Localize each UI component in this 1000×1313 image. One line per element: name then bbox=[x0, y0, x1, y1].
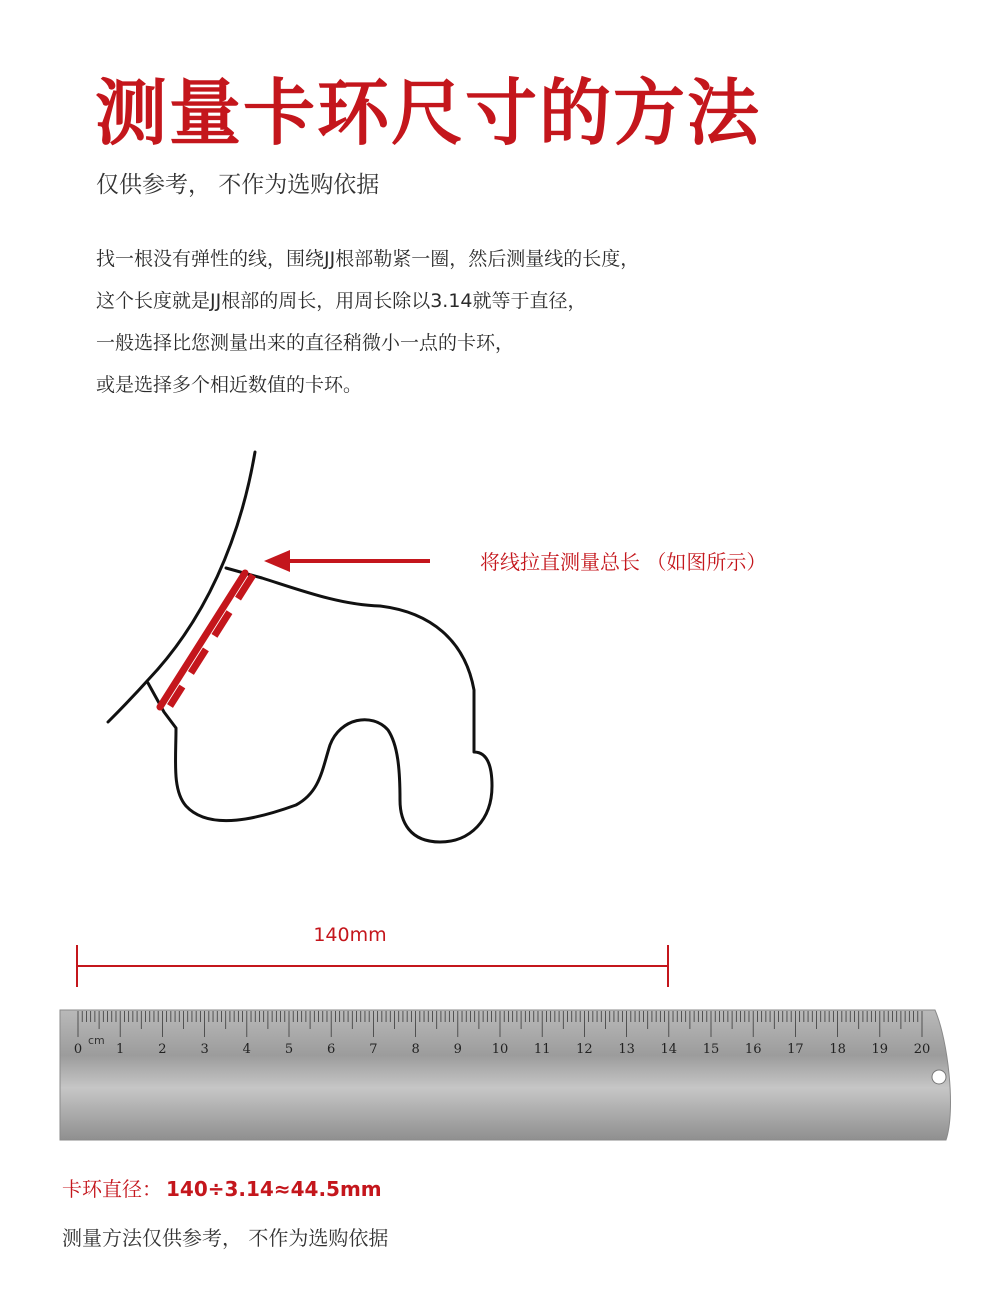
ruler-number: 2 bbox=[158, 1042, 167, 1057]
instruction-line: 这个长度就是JJ根部的周长，用周长除以3.14就等于直径， bbox=[96, 290, 587, 312]
ruler-number: 11 bbox=[533, 1042, 551, 1057]
result-label: 卡环直径： bbox=[62, 1177, 162, 1201]
instruction-line: 一般选择比您测量出来的直径稍微小一点的卡环， bbox=[96, 332, 515, 354]
ruler-number: 3 bbox=[200, 1042, 209, 1057]
ruler-number: 20 bbox=[913, 1042, 931, 1057]
measure-line-dashed bbox=[170, 575, 253, 706]
ruler-number: 15 bbox=[702, 1042, 720, 1057]
ruler-number: 14 bbox=[660, 1042, 678, 1057]
ruler-number: 13 bbox=[618, 1042, 635, 1057]
ruler-number: 9 bbox=[453, 1042, 462, 1057]
result-line bbox=[62, 1173, 382, 1202]
ruler-number: 7 bbox=[369, 1042, 378, 1057]
subtitle: 仅供参考， 不作为选购依据 bbox=[96, 172, 380, 198]
ruler-number: 16 bbox=[744, 1042, 762, 1057]
measure-line-solid bbox=[160, 573, 245, 707]
instructions bbox=[96, 238, 956, 406]
ruler-graphic bbox=[0, 940, 1000, 1150]
ruler-body bbox=[60, 1010, 950, 1140]
ruler-number: 18 bbox=[829, 1042, 846, 1057]
footer-note: 测量方法仅供参考， 不作为选购依据 bbox=[62, 1226, 389, 1250]
ruler-number: 12 bbox=[576, 1042, 593, 1057]
ruler-number: 5 bbox=[284, 1042, 294, 1057]
page-title: 测量卡环尺寸的方法 bbox=[95, 71, 762, 155]
arrow-head bbox=[264, 550, 290, 572]
result-formula: 140÷3.14≈44.5mm bbox=[166, 1177, 382, 1201]
ruler-ticks bbox=[78, 1011, 922, 1037]
instruction-line: 找一根没有弹性的线，围绕JJ根部勒紧一圈，然后测量线的长度， bbox=[96, 248, 640, 270]
arrow-label: 将线拉直测量总长 （如图所示） bbox=[480, 550, 767, 574]
dimension-label: 140mm bbox=[313, 924, 387, 946]
ruler-number: 19 bbox=[871, 1042, 889, 1057]
ruler-number: 6 bbox=[327, 1042, 336, 1057]
ruler-number: 1 bbox=[116, 1042, 125, 1057]
ruler-number: 0 bbox=[73, 1042, 83, 1057]
ruler-hole bbox=[932, 1070, 946, 1084]
ruler-number: 4 bbox=[242, 1042, 251, 1057]
measurement-diagram bbox=[0, 440, 1000, 860]
ruler-number: 8 bbox=[411, 1042, 420, 1057]
instruction-line: 或是选择多个相近数值的卡环。 bbox=[96, 374, 363, 396]
ruler-numbers bbox=[74, 1042, 930, 1057]
ruler-number: 10 bbox=[491, 1042, 509, 1057]
ruler-unit: cm bbox=[88, 1034, 105, 1047]
ruler-number: 17 bbox=[787, 1042, 804, 1057]
